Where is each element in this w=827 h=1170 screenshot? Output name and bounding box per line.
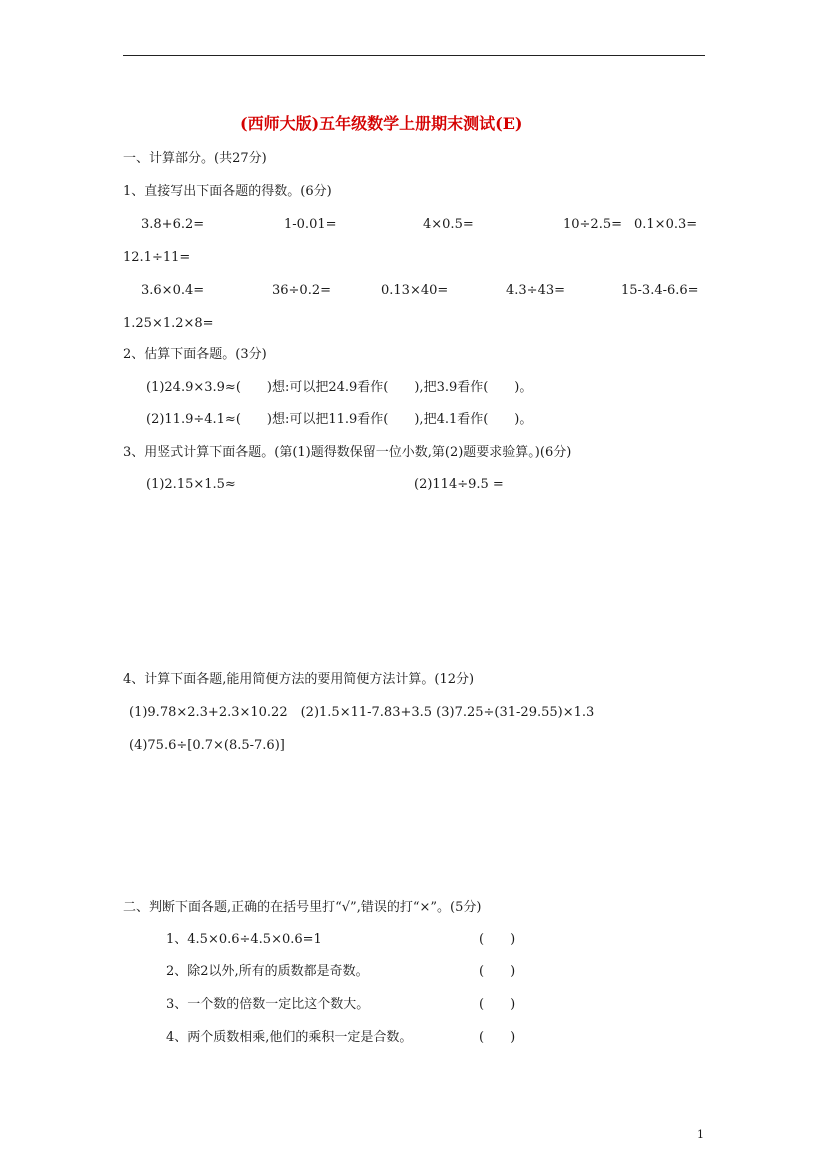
judge-item-bracket: ( ) — [479, 997, 516, 1012]
q4-heading: 4、计算下面各题,能用简便方法的要用简便方法计算。(12分) — [123, 672, 475, 687]
q1-heading: 1、直接写出下面各题的得数。(6分) — [123, 184, 332, 199]
judge-item-bracket: ( ) — [479, 932, 516, 947]
q3-item: (1)2.15×1.5≈ — [146, 477, 236, 492]
q1-item: 3.6×0.4= — [141, 283, 205, 298]
q1-item: 36÷0.2= — [272, 283, 332, 298]
q2-item: (2)11.9÷4.1≈( )想:可以把11.9看作( ),把4.1看作( )。 — [146, 412, 533, 427]
q2-item: (1)24.9×3.9≈( )想:可以把24.9看作( ),把3.9看作( )。 — [146, 380, 533, 395]
q1-item: 4×0.5= — [423, 217, 474, 232]
q1-item: 10÷2.5= — [563, 217, 623, 232]
q1-item: 15-3.4-6.6= — [621, 283, 699, 298]
q1-item: 0.1×0.3= — [634, 217, 698, 232]
q1-item: 0.13×40= — [381, 283, 449, 298]
q3-item: (2)114÷9.5 = — [414, 477, 504, 492]
q1-item: 1.25×1.2×8= — [123, 316, 214, 331]
header-rule — [123, 55, 705, 56]
q3-heading: 3、用竖式计算下面各题。(第(1)题得数保留一位小数,第(2)题要求验算。)(6分) — [123, 445, 572, 460]
judge-item-text: 1、4.5×0.6÷4.5×0.6=1 — [166, 932, 322, 947]
judge-item-text: 4、两个质数相乘,他们的乘积一定是合数。 — [166, 1030, 413, 1045]
judge-item-text: 3、一个数的倍数一定比这个数大。 — [166, 997, 370, 1012]
q1-item: 12.1÷11= — [123, 250, 191, 265]
q1-item: 1-0.01= — [284, 217, 337, 232]
page-title: (西师大版)五年级数学上册期末测试(E) — [240, 114, 523, 133]
judge-item-text: 2、除2以外,所有的质数都是奇数。 — [166, 964, 369, 979]
q1-item: 3.8+6.2= — [141, 217, 205, 232]
q4-line: (1)9.78×2.3+2.3×10.22 (2)1.5×11-7.83+3.5 (3)7.25÷(31-29.55)×1.3 — [129, 705, 595, 720]
q4-line: (4)75.6÷[0.7×(8.5-7.6)] — [129, 738, 285, 753]
q2-heading: 2、估算下面各题。(3分) — [123, 347, 267, 362]
judge-item-bracket: ( ) — [479, 1030, 516, 1045]
q1-item: 4.3÷43= — [506, 283, 566, 298]
page-number: 1 — [697, 1128, 704, 1141]
judge-item-bracket: ( ) — [479, 964, 516, 979]
section2-heading: 二、判断下面各题,正确的在括号里打“√”,错误的打“×”。(5分) — [123, 900, 482, 915]
section1-heading: 一、计算部分。(共27分) — [123, 151, 267, 166]
